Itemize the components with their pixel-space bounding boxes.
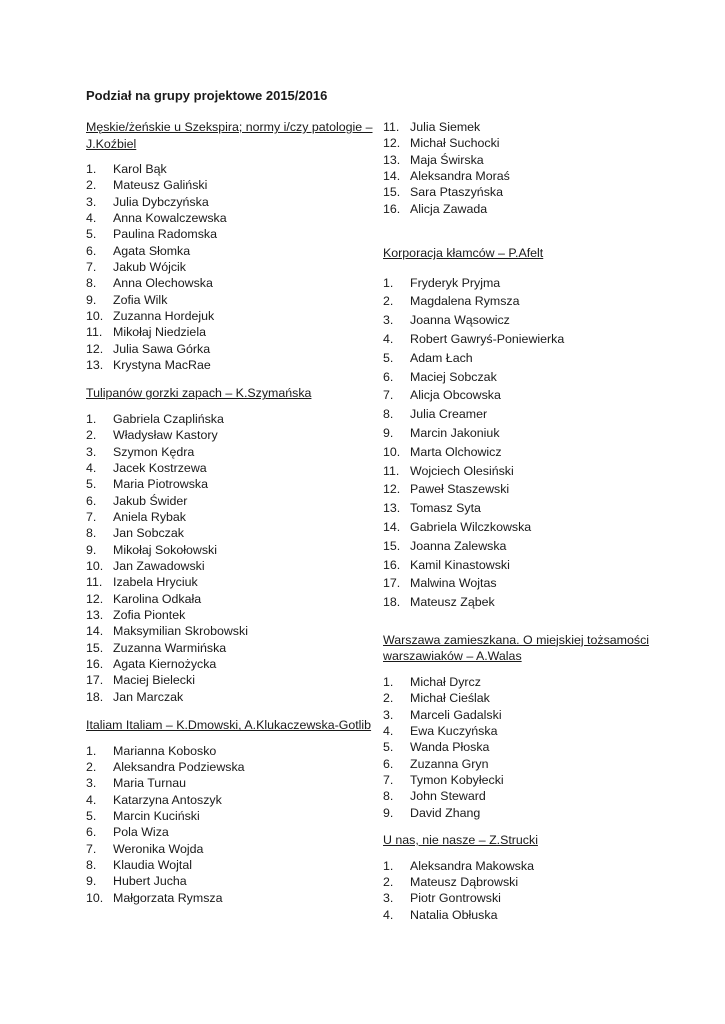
item-number: 3. xyxy=(383,891,394,906)
member-name: Zuzanna Hordejuk xyxy=(113,309,215,324)
item-number: 4. xyxy=(86,211,97,226)
list-item xyxy=(383,674,673,690)
member-name: Marianna Kobosko xyxy=(113,743,217,758)
item-number: 6. xyxy=(86,243,97,258)
member-name: Hubert Jucha xyxy=(113,874,187,889)
member-name: Alicja Obcowska xyxy=(410,388,501,403)
list-item xyxy=(86,759,376,775)
member-name: Joanna Zalewska xyxy=(410,538,507,553)
member-name: Tymon Kobyłecki xyxy=(410,772,504,787)
item-number: 11. xyxy=(86,325,103,340)
item-number: 6. xyxy=(86,493,97,508)
member-name: Maksymilian Skrobowski xyxy=(113,624,248,639)
item-number: 5. xyxy=(383,740,394,755)
list-item xyxy=(86,292,376,308)
list-item xyxy=(86,493,376,509)
list-item xyxy=(383,152,673,168)
member-name: Małgorzata Rymsza xyxy=(113,890,223,905)
item-number: 12. xyxy=(383,482,401,497)
item-number: 14. xyxy=(383,169,401,184)
member-name: Ewa Kuczyńska xyxy=(410,723,498,738)
list-item xyxy=(86,672,376,688)
list-item xyxy=(86,357,376,373)
list-item xyxy=(383,690,673,706)
group-title: U nas, nie nasze – Z.Strucki xyxy=(383,833,538,847)
item-number: 4. xyxy=(86,461,97,475)
item-number: 9. xyxy=(86,292,97,307)
member-name: Szymon Kędra xyxy=(113,444,195,459)
member-name: Maja Świrska xyxy=(410,152,484,167)
list-item xyxy=(383,858,673,874)
member-name: Weronika Wojda xyxy=(113,841,204,856)
member-list xyxy=(86,743,376,906)
item-number: 12. xyxy=(86,341,104,356)
item-number: 6. xyxy=(383,369,394,384)
member-name: David Zhang xyxy=(410,805,481,820)
list-item xyxy=(383,368,673,387)
member-list xyxy=(383,274,673,612)
item-number: 6. xyxy=(383,756,394,771)
item-number: 13. xyxy=(86,608,104,623)
project-group xyxy=(86,385,376,705)
item-number: 17. xyxy=(383,576,401,591)
list-item xyxy=(86,574,376,590)
list-item xyxy=(86,873,376,889)
item-number: 4. xyxy=(383,907,394,922)
list-item xyxy=(383,405,673,424)
list-item xyxy=(86,607,376,623)
member-name: Mikołaj Niedziela xyxy=(113,325,206,340)
member-name: Krystyna MacRae xyxy=(113,358,211,373)
item-number: 14. xyxy=(383,519,401,534)
list-item xyxy=(383,292,673,311)
list-item xyxy=(86,591,376,607)
list-item xyxy=(86,542,376,558)
member-name: Agata Kiernożycka xyxy=(113,657,217,672)
item-number: 5. xyxy=(383,350,394,365)
list-item xyxy=(383,772,673,788)
member-name: Robert Gawryś-Poniewierka xyxy=(410,331,565,346)
member-name: Fryderyk Pryjma xyxy=(410,275,501,290)
item-number: 10. xyxy=(383,444,401,459)
list-item xyxy=(86,808,376,824)
member-name: Izabela Hryciuk xyxy=(113,575,198,590)
list-item xyxy=(86,226,376,242)
list-item xyxy=(86,177,376,193)
item-number: 2. xyxy=(86,760,97,774)
member-name: Katarzyna Antoszyk xyxy=(113,792,222,807)
member-name: Zofia Piontek xyxy=(113,608,186,623)
item-number: 4. xyxy=(383,723,394,738)
member-name: Maciej Bielecki xyxy=(113,673,195,688)
item-number: 12. xyxy=(383,136,401,151)
list-item xyxy=(383,184,673,200)
list-item xyxy=(86,775,376,791)
list-item xyxy=(383,311,673,330)
item-number: 1. xyxy=(383,674,394,689)
list-item xyxy=(383,707,673,723)
member-name: Kamil Kinastowski xyxy=(410,557,510,572)
member-name: Marcin Kuciński xyxy=(113,809,200,824)
item-number: 9. xyxy=(383,425,394,440)
member-name: John Steward xyxy=(410,789,486,804)
list-item xyxy=(86,411,376,427)
group-title: Italiam Italiam – K.Dmowski, A.Klukaczewska-Gotlib xyxy=(86,718,372,733)
member-name: Aleksandra Moraś xyxy=(410,169,510,184)
member-name: Adam Łach xyxy=(410,350,473,365)
list-item xyxy=(383,386,673,405)
list-item xyxy=(86,841,376,857)
list-item xyxy=(86,689,376,705)
member-name: Władysław Kastory xyxy=(113,428,218,443)
item-number: 1. xyxy=(383,858,394,873)
member-name: Marta Olchowicz xyxy=(410,444,502,459)
item-number: 3. xyxy=(86,444,97,459)
list-item xyxy=(86,324,376,340)
list-item xyxy=(86,857,376,873)
list-item xyxy=(86,259,376,275)
member-name: Jacek Kostrzewa xyxy=(113,461,207,475)
project-group xyxy=(86,717,376,906)
item-number: 11. xyxy=(383,120,400,134)
list-item xyxy=(86,427,376,443)
project-group-continued xyxy=(383,119,673,217)
member-name: Jakub Świder xyxy=(113,493,188,508)
member-name: Mateusz Dąbrowski xyxy=(410,874,519,889)
item-number: 1. xyxy=(383,275,394,290)
project-group xyxy=(383,832,673,923)
member-name: Julia Sawa Górka xyxy=(113,341,211,356)
member-name: Piotr Gontrowski xyxy=(410,891,501,906)
member-name: Klaudia Wojtal xyxy=(113,858,192,873)
list-item xyxy=(383,119,673,135)
member-name: Jakub Wójcik xyxy=(113,260,186,275)
list-item xyxy=(383,723,673,739)
member-name: Marceli Gadalski xyxy=(410,707,502,722)
list-item xyxy=(86,509,376,525)
item-number: 13. xyxy=(383,501,401,516)
list-item xyxy=(86,656,376,672)
member-name: Mikołaj Sokołowski xyxy=(113,542,217,557)
item-number: 9. xyxy=(86,542,97,557)
group-title: Tulipanów gorzki zapach – K.Szymańska xyxy=(86,386,312,401)
item-number: 2. xyxy=(383,294,394,309)
item-number: 15. xyxy=(383,185,401,200)
left-column xyxy=(86,119,376,906)
list-item xyxy=(383,330,673,349)
item-number: 3. xyxy=(86,194,97,209)
item-number: 6. xyxy=(86,825,97,840)
item-number: 2. xyxy=(383,691,394,706)
member-name: Julia Siemek xyxy=(410,120,481,134)
member-name: Joanna Wąsowicz xyxy=(410,313,510,328)
list-item xyxy=(383,499,673,518)
item-number: 12. xyxy=(86,591,104,606)
member-name: Aleksandra Makowska xyxy=(410,858,534,873)
item-number: 2. xyxy=(86,178,97,193)
list-item xyxy=(86,210,376,226)
list-item xyxy=(86,444,376,460)
group-title: Korporacja kłamców – P.Afelt xyxy=(383,246,544,261)
list-item xyxy=(383,556,673,575)
list-item xyxy=(86,558,376,574)
item-number: 5. xyxy=(86,809,97,824)
item-number: 8. xyxy=(383,407,394,422)
list-item xyxy=(383,168,673,184)
item-number: 4. xyxy=(383,331,394,346)
item-number: 15. xyxy=(383,538,401,553)
member-name: Zuzanna Gryn xyxy=(410,756,489,771)
list-item xyxy=(383,537,673,556)
project-group xyxy=(383,632,673,821)
list-item xyxy=(383,349,673,368)
item-number: 9. xyxy=(383,805,394,820)
item-number: 7. xyxy=(86,841,97,856)
member-name: Magdalena Rymsza xyxy=(410,294,520,309)
list-item xyxy=(86,161,376,177)
group-title: Męskie/żeńskie u Szekspira; normy i/czy patologie – J.Koźbiel xyxy=(86,120,373,151)
member-name: Julia Creamer xyxy=(410,407,488,422)
item-number: 10. xyxy=(86,309,104,324)
list-item xyxy=(383,201,673,217)
list-item xyxy=(86,792,376,808)
group-title: Warszawa zamieszkana. O miejskiej tożsamości warszawiaków – A.Walas xyxy=(383,632,650,664)
item-number: 2. xyxy=(383,874,394,889)
item-number: 5. xyxy=(86,477,97,492)
item-number: 1. xyxy=(86,743,97,758)
member-list xyxy=(383,858,673,923)
member-name: Karol Bąk xyxy=(113,162,167,176)
member-name: Julia Dybczyńska xyxy=(113,194,209,209)
item-number: 16. xyxy=(86,657,104,672)
member-name: Maria Turnau xyxy=(113,776,187,791)
list-item xyxy=(86,194,376,210)
member-name: Natalia Obłuska xyxy=(410,907,498,922)
item-number: 7. xyxy=(86,260,97,275)
item-number: 4. xyxy=(86,792,97,807)
member-name: Alicja Zawada xyxy=(410,201,488,216)
member-list xyxy=(86,161,376,373)
item-number: 8. xyxy=(86,858,97,873)
project-group xyxy=(383,245,673,612)
member-list xyxy=(86,411,376,705)
member-list xyxy=(383,119,673,217)
list-item xyxy=(383,874,673,890)
list-item xyxy=(383,462,673,481)
project-group xyxy=(86,119,376,373)
item-number: 9. xyxy=(86,874,97,889)
item-number: 11. xyxy=(86,575,103,590)
list-item xyxy=(383,518,673,537)
member-name: Maciej Sobczak xyxy=(410,369,497,384)
list-item xyxy=(86,525,376,541)
list-item xyxy=(86,623,376,639)
member-name: Paweł Staszewski xyxy=(410,482,510,497)
right-column xyxy=(383,119,673,923)
member-name: Wanda Płoska xyxy=(410,740,490,755)
member-name: Anna Olechowska xyxy=(113,276,213,291)
member-name: Karolina Odkała xyxy=(113,591,202,606)
member-name: Maria Piotrowska xyxy=(113,477,209,492)
list-item xyxy=(383,756,673,772)
list-item xyxy=(86,275,376,291)
list-item xyxy=(383,424,673,443)
member-name: Michał Dyrcz xyxy=(410,674,481,689)
member-name: Pola Wiza xyxy=(113,825,169,840)
list-item xyxy=(383,805,673,821)
member-name: Jan Zawadowski xyxy=(113,559,205,574)
item-number: 1. xyxy=(86,411,97,426)
member-name: Jan Marczak xyxy=(113,689,184,704)
item-number: 8. xyxy=(86,526,97,541)
list-item xyxy=(86,243,376,259)
item-number: 3. xyxy=(383,313,394,328)
list-item xyxy=(383,788,673,804)
item-number: 8. xyxy=(86,276,97,291)
item-number: 10. xyxy=(86,559,104,574)
member-name: Mateusz Ząbek xyxy=(410,595,495,610)
list-item xyxy=(383,480,673,499)
list-item xyxy=(86,890,376,906)
item-number: 14. xyxy=(86,624,104,639)
list-item xyxy=(86,743,376,759)
list-item xyxy=(86,308,376,324)
document-title: Podział na grupy projektowe 2015/2016 xyxy=(86,88,328,103)
member-name: Zuzanna Warmińska xyxy=(113,640,227,655)
list-item xyxy=(383,890,673,906)
member-name: Aleksandra Podziewska xyxy=(113,760,245,774)
list-item xyxy=(86,460,376,476)
list-item xyxy=(383,574,673,593)
list-item xyxy=(86,824,376,840)
list-item xyxy=(383,443,673,462)
item-number: 15. xyxy=(86,640,104,655)
item-number: 10. xyxy=(86,890,104,905)
member-name: Aniela Rybak xyxy=(113,510,187,525)
member-name: Gabriela Czaplińska xyxy=(113,411,224,426)
member-name: Sara Ptaszyńska xyxy=(410,185,503,200)
item-number: 3. xyxy=(383,707,394,722)
list-item xyxy=(383,135,673,151)
member-name: Malwina Wojtas xyxy=(410,576,497,591)
item-number: 2. xyxy=(86,428,97,443)
item-number: 18. xyxy=(86,689,104,704)
member-name: Agata Słomka xyxy=(113,243,191,258)
item-number: 16. xyxy=(383,557,401,572)
item-number: 8. xyxy=(383,789,394,804)
list-item xyxy=(383,274,673,293)
member-name: Wojciech Olesiński xyxy=(410,463,514,478)
item-number: 17. xyxy=(86,673,104,688)
item-number: 13. xyxy=(86,358,104,373)
member-name: Zofia Wilk xyxy=(113,292,168,307)
list-item xyxy=(86,640,376,656)
member-list xyxy=(383,674,673,821)
item-number: 7. xyxy=(383,388,394,403)
item-number: 1. xyxy=(86,162,97,176)
member-name: Michał Cieślak xyxy=(410,691,490,706)
item-number: 13. xyxy=(383,152,401,167)
member-name: Anna Kowalczewska xyxy=(113,211,227,226)
item-number: 7. xyxy=(383,772,394,787)
member-name: Michał Suchocki xyxy=(410,136,500,151)
item-number: 5. xyxy=(86,227,97,242)
list-item xyxy=(383,593,673,612)
member-name: Jan Sobczak xyxy=(113,526,184,541)
item-number: 3. xyxy=(86,776,97,791)
member-name: Mateusz Galiński xyxy=(113,178,208,193)
list-item xyxy=(383,907,673,923)
list-item xyxy=(86,341,376,357)
item-number: 11. xyxy=(383,463,400,478)
member-name: Paulina Radomska xyxy=(113,227,218,242)
item-number: 18. xyxy=(383,595,401,610)
member-name: Gabriela Wilczkowska xyxy=(410,519,532,534)
list-item xyxy=(383,739,673,755)
item-number: 16. xyxy=(383,201,401,216)
member-name: Tomasz Syta xyxy=(410,501,481,516)
item-number: 7. xyxy=(86,510,97,525)
list-item xyxy=(86,476,376,492)
member-name: Marcin Jakoniuk xyxy=(410,425,500,440)
